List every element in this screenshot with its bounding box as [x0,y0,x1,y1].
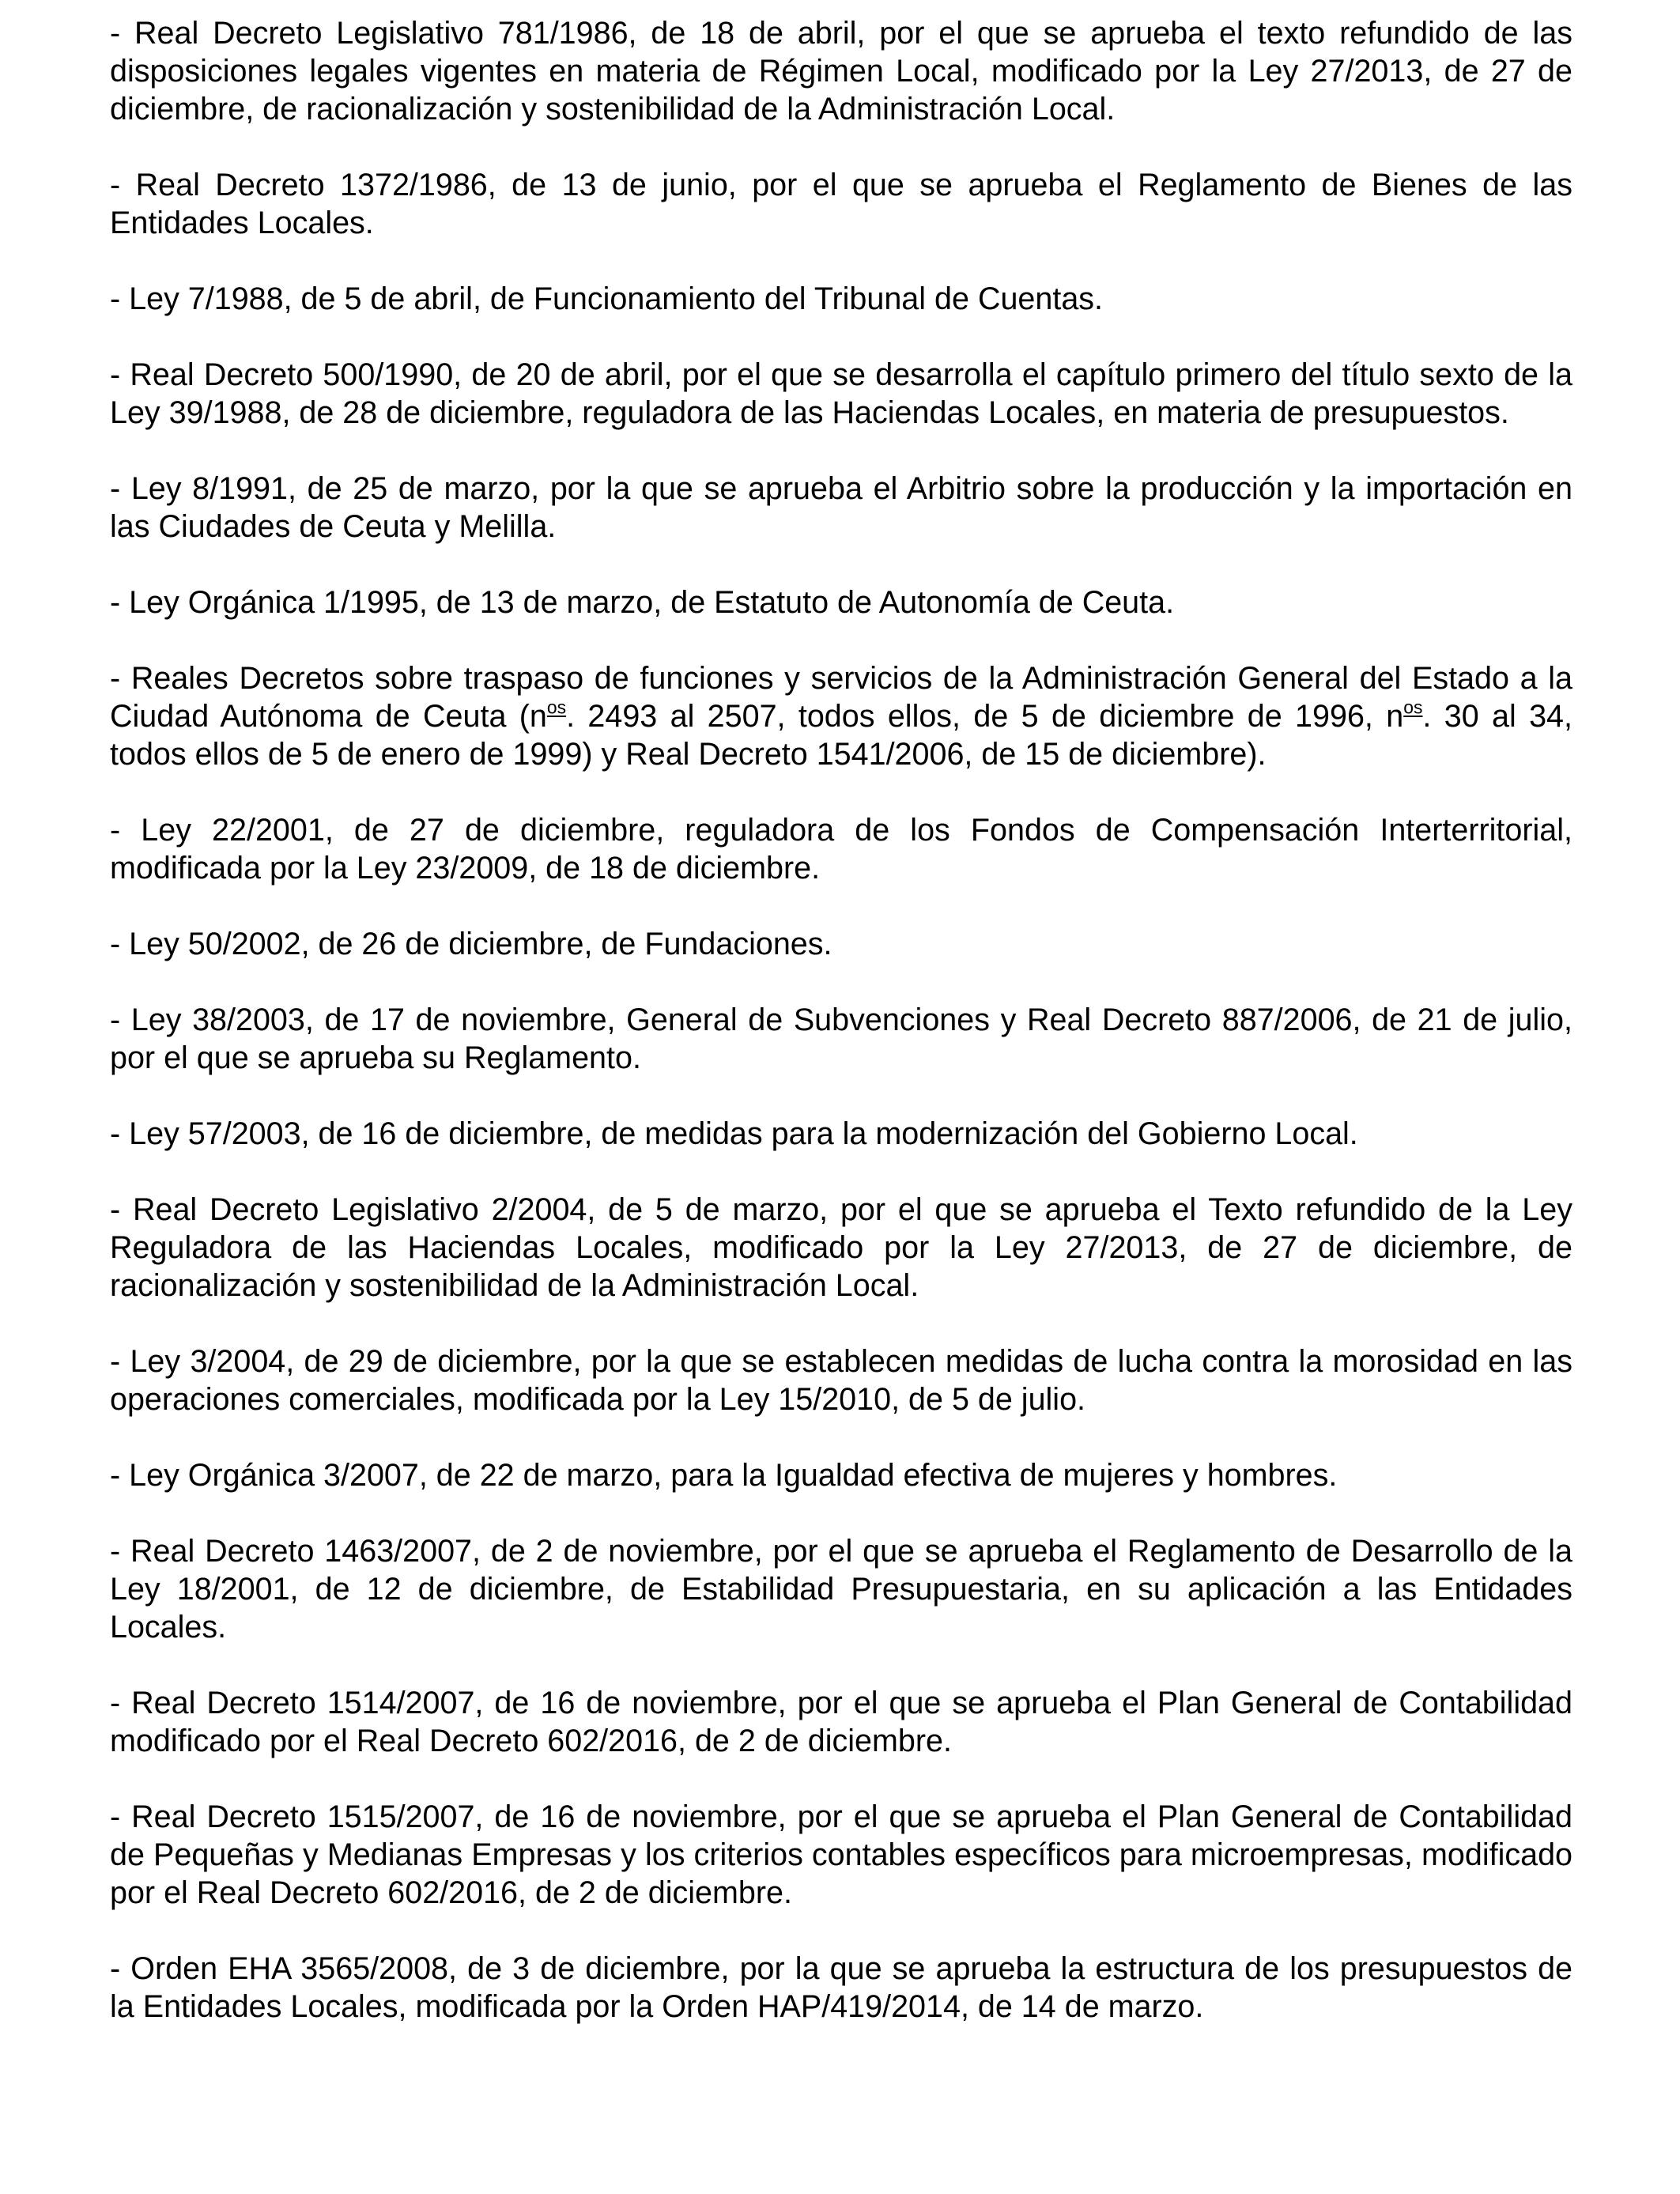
list-item-text: . 30 al 34, todos ellos de 5 de enero de 1999) y Real Decreto 1541/2006, de 15 de diciembre). [110,699,1572,772]
list-item: - Ley 3/2004, de 29 de diciembre, por la que se establecen medidas de lucha contra la morosidad en las operaciones comerciales, modificada por la Ley 15/2010, de 5 de julio. [110,1344,1572,1417]
list-item-text: . 2493 al 2507, todos ellos, de 5 de diciembre de 1996, n [566,699,1404,734]
list-item: - Real Decreto 1372/1986, de 13 de junio, por el que se aprueba el Reglamento de Bienes de las Entidades Locales. [110,168,1572,240]
list-item: - Ley 7/1988, de 5 de abril, de Funcionamiento del Tribunal de Cuentas. [110,281,1104,316]
list-item: - Real Decreto 1515/2007, de 16 de noviembre, por el que se aprueba el Plan General de Contabilidad de Pequeñas y Medianas Empresas y los criterios contables específicos para microempresas, modificado por el Real Decreto 602/2016, de 2 de diciembre. [110,1799,1572,1910]
list-item: - Real Decreto 500/1990, de 20 de abril, por el que se desarrolla el capítulo primero del título sexto de la Ley 39/1988, de 28 de diciembre, reguladora de las Haciendas Locales, en materia de presupuestos. [110,357,1572,430]
list-item: - Ley Orgánica 3/2007, de 22 de marzo, para la Igualdad efectiva de mujeres y hombres. [110,1458,1338,1493]
list-item [110,659,1572,773]
list-item: - Ley 38/2003, de 17 de noviembre, General de Subvenciones y Real Decreto 887/2006, de 21 de julio, por el que se aprueba su Reglamento. [110,1003,1572,1075]
list-item: - Ley Orgánica 1/1995, de 13 de marzo, de Estatuto de Autonomía de Ceuta. [110,585,1175,620]
list-item: - Real Decreto Legislativo 2/2004, de 5 de marzo, por el que se aprueba el Texto refundido de la Ley Reguladora de las Haciendas Locales, modificado por la Ley 27/2013, de 27 de diciembre, de racionalización y sostenibilidad de la Administración Local. [110,1192,1572,1303]
list-item: - Real Decreto 1514/2007, de 16 de noviembre, por el que se aprueba el Plan General de Contabilidad modificado por el Real Decreto 602/2016, de 2 de diciembre. [110,1686,1572,1758]
ordinal-superscript: os [1403,697,1423,718]
list-item: - Ley 57/2003, de 16 de diciembre, de medidas para la modernización del Gobierno Local. [110,1116,1358,1151]
list-item: - Real Decreto 1463/2007, de 2 de noviembre, por el que se aprueba el Reglamento de Desarrollo de la Ley 18/2001, de 12 de diciembre, de Estabilidad Presupuestaria, en su aplicación a las Entidades Locales. [110,1534,1572,1645]
list-item: - Real Decreto Legislativo 781/1986, de 18 de abril, por el que se aprueba el texto refundido de las disposiciones legales vigentes en materia de Régimen Local, modificado por la Ley 27/2013, de 27 de diciembre, de racionalización y sostenibilidad de la Administración Local. [110,16,1572,127]
list-item-text: - Reales Decretos sobre traspaso de funciones y servicios de la Administración General del Estado a la Ciudad Autónoma de Ceuta (n [110,661,1572,734]
list-item: - Ley 22/2001, de 27 de diciembre, reguladora de los Fondos de Compensación Interterritorial, modificada por la Ley 23/2009, de 18 de diciembre. [110,813,1572,886]
list-item: - Orden EHA 3565/2008, de 3 de diciembre, por la que se aprueba la estructura de los presupuestos de la Entidades Locales, modificada por la Orden HAP/419/2014, de 14 de marzo. [110,1951,1572,2024]
legislation-list [110,14,1572,2026]
list-item: - Ley 8/1991, de 25 de marzo, por la que se aprueba el Arbitrio sobre la producción y la importación en las Ciudades de Ceuta y Melilla. [110,471,1572,544]
list-item: - Ley 50/2002, de 26 de diciembre, de Fundaciones. [110,927,832,961]
ordinal-superscript: os [546,697,567,718]
